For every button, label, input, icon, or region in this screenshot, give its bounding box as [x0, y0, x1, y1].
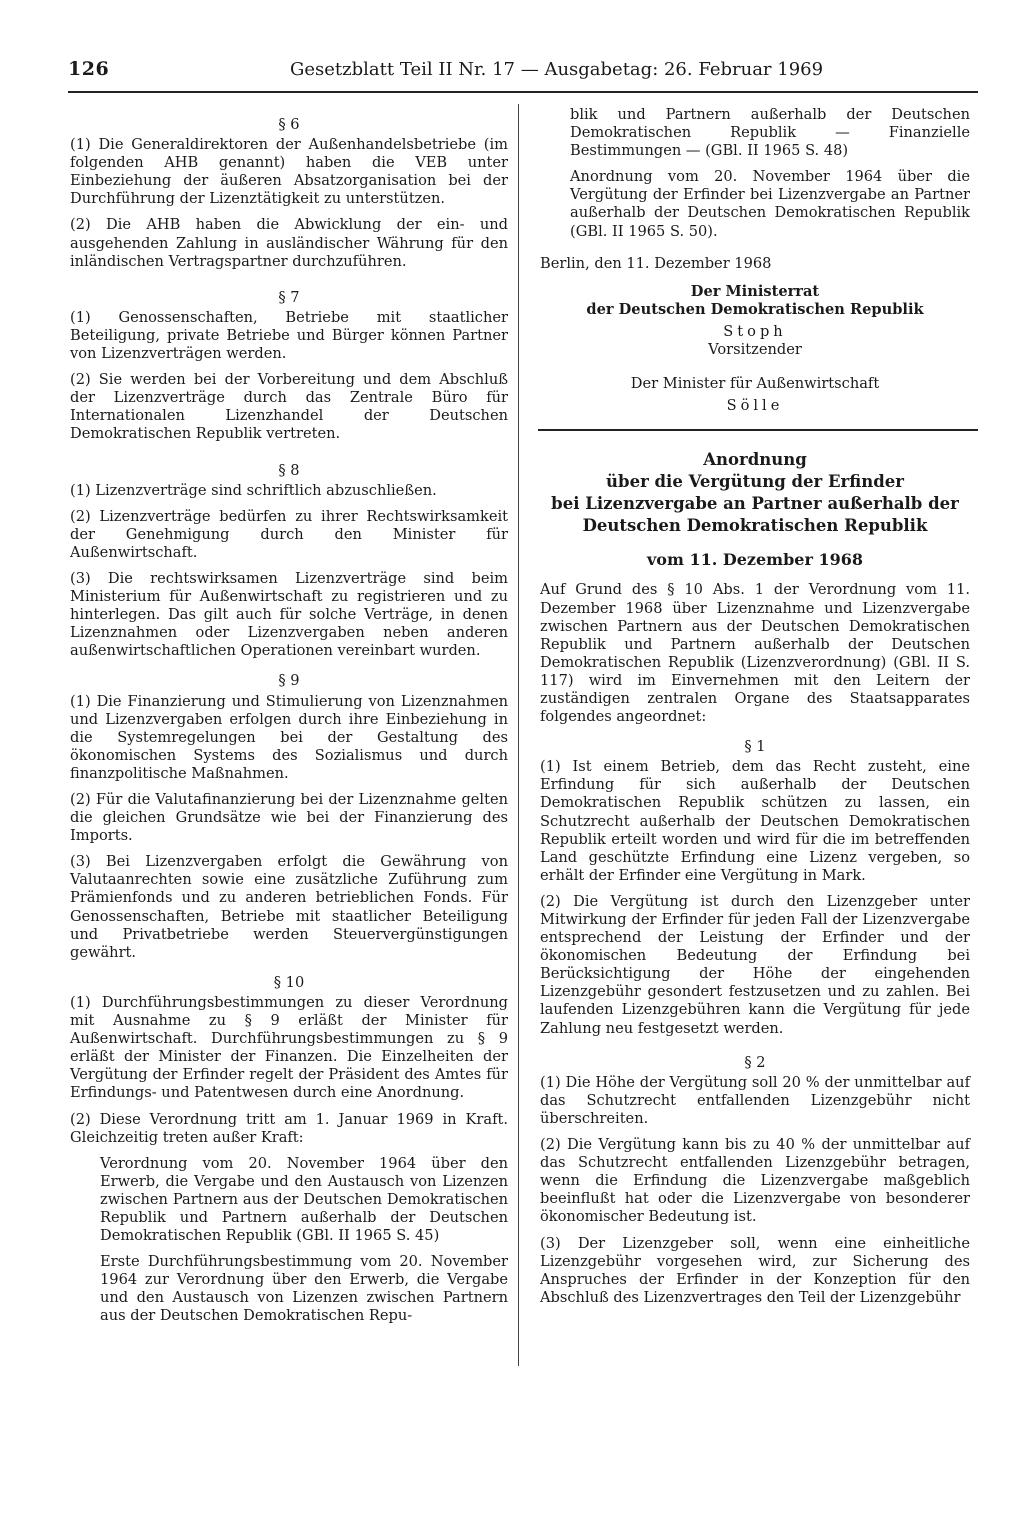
paragraph: (2) Die Vergütung ist durch den Lizenzgeber unter Mitwirkung der Erfinder für jeden Fall der Lizenzvergabe entsprechend der Leistung der Erfinder und der ökonomischen Bedeutung der Erfindung bei Berücksichtigung der Höhe der eingehenden Lizenzgebühr gesondert festzusetzen und zu zahlen. Bei laufenden Lizenzgebühren kann die Vergütung für jede Zahlung neu festgesetzt werden. [540, 892, 970, 1037]
paragraph: (1) Durchführungsbestimmungen zu dieser Verordnung mit Ausnahme zu § 9 erläßt der Minister für Außenwirtschaft. Durchführungsbestimmungen zu § 9 erläßt der Minister der Finanzen. Die Einzelheiten der Vergütung der Erfinder regelt der Präsident des Amtes für Erfindungs- und Patentwesen durch eine Anordnung. [70, 993, 508, 1102]
preamble: Auf Grund des § 10 Abs. 1 der Verordnung vom 11. Dezember 1968 über Lizenznahme und Lizenzvergabe zwischen Partnern aus der Deutschen Demokratischen Republik und Partnern außerhalb der Deutschen Demokratischen Republik (Lizenzverordnung) (GBl. II S. 117) wird im Einvernehmen mit den Leitern der zuständigen zentralen Organe des Staatsapparates folgendes angeordnet: [540, 581, 970, 726]
page-number: 126 [68, 58, 110, 80]
paragraph: (1) Die Generaldirektoren der Außenhandelsbetriebe (im folgenden AHB genannt) haben die VEB unter Einbeziehung der äußeren Absatzorganisation bei der Durchführung der Lizenztätigkeit zu unterstützen. [70, 136, 508, 208]
repealed-item: Erste Durchführungsbestimmung vom 20. November 1964 zur Verordnung über den Erwerb, die Vergabe und den Austausch von Lizenzen zwischen Partnern aus der Deutschen Demokratischen Repu- [100, 1253, 508, 1325]
anordnung-title: bei Lizenzvergabe an Partner außerhalb der [551, 494, 959, 514]
paragraph: (1) Die Höhe der Vergütung soll 20 % der unmittelbar auf das Schutzrecht entfallenden Lizenzgebühr nicht überschreiten. [540, 1073, 970, 1127]
signatory-role: Der Minister für Außenwirtschaft [630, 375, 880, 393]
paragraph: (2) Die AHB haben die Abwicklung der ein- und ausgehenden Zahlung in ausländischer Währung für den inländischen Vertragspartner durchzuführen. [70, 216, 508, 270]
anordnung-title: Deutschen Demokratischen Republik [582, 516, 928, 536]
anordnung-date: vom 11. Dezember 1968 [646, 550, 864, 570]
anordnung-title: über die Vergütung der Erfinder [606, 472, 904, 492]
paragraph: (1) Die Finanzierung und Stimulierung von Lizenznahmen und Lizenzvergaben erfolgen durch ihre Einbeziehung in die Systemregelungen bei der Gestaltung des ökonomischen Systems des Sozialismus und durch finanzpolitische Maßnahmen. [70, 692, 508, 782]
paragraph: (3) Bei Lizenzvergaben erfolgt die Gewährung von Valutaanrechten sowie eine zusätzliche Zuführung zum Prämienfonds und zu anderen betrieblichen Fonds. Für Genossenschaften, Betriebe mit staatlicher Beteiligung und Privatbetriebe werden Steuervergünstigungen gewährt. [70, 853, 508, 961]
section-heading: § 2 [744, 1053, 766, 1071]
signature-body: Der Ministerrat [690, 282, 820, 300]
signature-block [540, 283, 970, 416]
header-title: Gesetzblatt Teil II Nr. 17 — Ausgabetag: 26. Februar 1969 [290, 59, 824, 80]
repealed-item: Verordnung vom 20. November 1964 über den Erwerb, die Vergabe und den Austausch von Lizenzen zwischen Partnern aus der Deutschen Demokratischen Republik und Partnern außerhalb der Deutschen Demokratischen Republik (GBl. II 1965 S. 45) [100, 1154, 508, 1245]
paragraph: (2) Die Vergütung kann bis zu 40 % der unmittelbar auf das Schutzrecht entfallenden Lizenzgebühr betragen, wenn die Erfindung die Lizenzvergabe maßgeblich beeinflußt hat oder die Lizenzvergabe von besonderer ökonomischer Bedeutung ist. [540, 1136, 970, 1226]
section-heading: § 7 [278, 288, 300, 306]
header-rule [68, 91, 978, 93]
section-rule [538, 429, 978, 431]
repealed-item: Anordnung vom 20. November 1964 über die Vergütung der Erfinder bei Lizenzvergabe an Partner außerhalb der Deutschen Demokratischen Republik (GBl. II 1965 S. 50). [570, 168, 970, 240]
paragraph: (2) Lizenzverträge bedürfen zu ihrer Rechtswirksamkeit der Genehmigung durch den Minister für Außenwirtschaft. [70, 507, 508, 561]
paragraph: (1) Genossenschaften, Betriebe mit staatlicher Beteiligung, private Betriebe und Bürger können Partner von Lizenzverträgen werden. [70, 308, 508, 363]
paragraph: (2) Für die Valutafinanzierung bei der Lizenznahme gelten die gleichen Grundsätze wie bei der Finanzierung des Imports. [70, 791, 508, 845]
signatory-role: Vorsitzender [708, 341, 802, 359]
paragraph: (3) Die rechtswirksamen Lizenzverträge sind beim Ministerium für Außenwirtschaft zu registrieren und zu hinterlegen. Das gilt auch für solche Verträge, in denen Lizenznahmen oder Lizenzvergaben neben anderen außenwirtschaftlichen Operationen vereinbart wurden. [70, 569, 508, 660]
paragraph: (2) Sie werden bei der Vorbereitung und dem Abschluß der Lizenzverträge durch das Zentrale Büro für Internationalen Lizenzhandel der Deutschen Demokratischen Republik vertreten. [70, 371, 508, 443]
anordnung-title: Anordnung [703, 450, 807, 470]
column-divider [518, 104, 519, 1366]
section-heading: § 8 [278, 461, 300, 479]
page-header [68, 58, 978, 88]
section-heading: § 6 [278, 116, 300, 133]
signature-body: der Deutschen Demokratischen Republik [586, 300, 924, 318]
right-column [540, 106, 970, 1315]
signatory-name: Sölle [726, 397, 784, 415]
section-heading: § 9 [278, 672, 300, 690]
paragraph: (2) Diese Verordnung tritt am 1. Januar 1969 in Kraft. Gleichzeitig treten außer Kraft: [70, 1110, 508, 1146]
left-column [70, 106, 508, 1334]
paragraph: (3) Der Lizenzgeber soll, wenn eine einheitliche Lizenzgebühr vorgesehen wird, zur Sicherung des Anspruches der Erfinder in der Konzeption für den Abschluß des Lizenzvertrages den Teil der Lizenzgebühr [540, 1234, 970, 1306]
signatory-name: Stoph [723, 322, 787, 340]
section-heading: § 1 [744, 738, 766, 756]
section-heading: § 10 [273, 973, 305, 991]
place-date: Berlin, den 11. Dezember 1968 [540, 254, 772, 272]
repealed-item-continued: blik und Partnern außerhalb der Deutschen Demokratischen Republik — Finanzielle Bestimmungen — (GBl. II 1965 S. 48) [570, 106, 970, 160]
paragraph: (1) Ist einem Betrieb, dem das Recht zusteht, eine Erfindung für sich außerhalb der Deutschen Demokratischen Republik schützen zu lassen, ein Schutzrecht außerhalb der Deutschen Demokratischen Republik erteilt worden und wird für die im betreffenden Land geschützte Erfindung eine Lizenz vergeben, so erhält der Erfinder eine Vergütung in Mark. [540, 758, 970, 884]
paragraph: (1) Lizenzverträge sind schriftlich abzuschließen. [70, 481, 437, 499]
